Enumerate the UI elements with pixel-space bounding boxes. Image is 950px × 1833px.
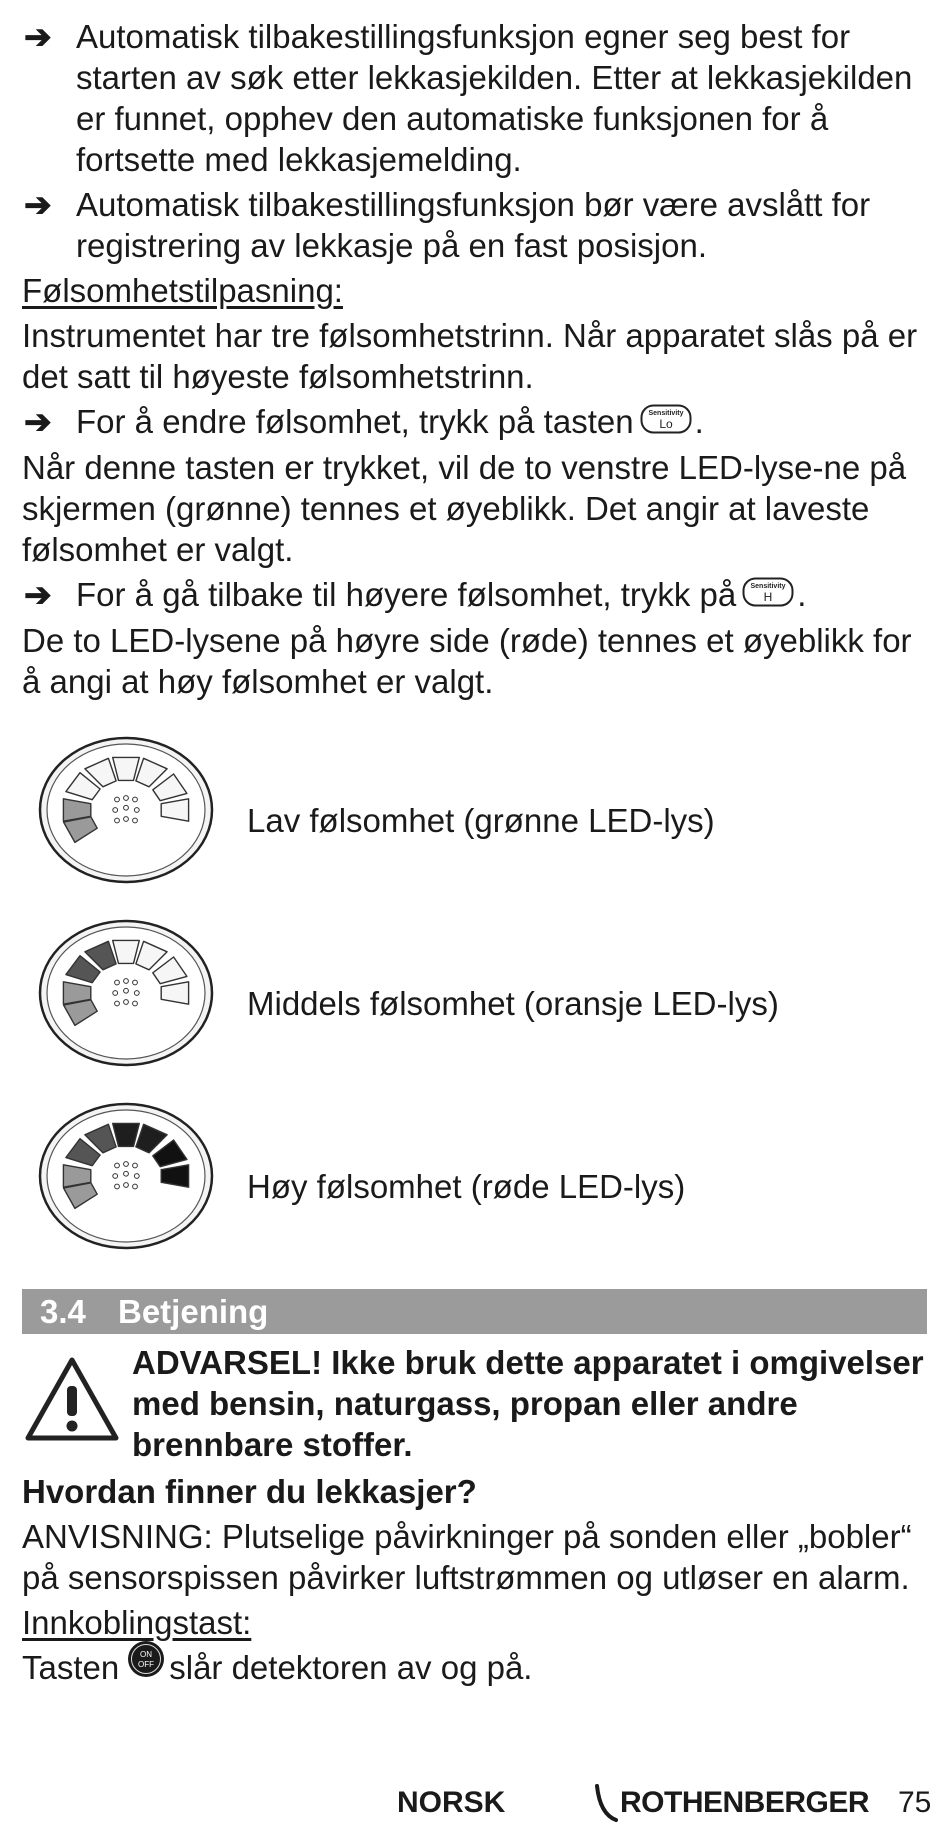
speaker-hole xyxy=(124,978,129,983)
page-number: 75 xyxy=(898,1786,932,1819)
speaker-hole xyxy=(115,1001,120,1006)
footer-language: NORSK xyxy=(397,1786,506,1819)
hi-description: De to LED-lysene på høyre side (røde) tennes et øyeblikk for å angi at høy følsomhet er valgt. xyxy=(22,621,912,700)
bullet-auto-reset-search: ➔ Automatisk tilbakestillingsfunksjon egner seg best for starten av søk etter lekkasjekilden. Etter at lekkasjekilden er funnet, opphev den automatiske funksjonen for å fortsette med lekkasjemelding. xyxy=(24,18,913,178)
led-dial-low-icon xyxy=(34,730,224,890)
speaker-hole xyxy=(124,988,129,993)
level-high-label: Høy følsomhet (røde LED-lys) xyxy=(247,1167,686,1205)
speaker-hole xyxy=(113,807,118,812)
speaker-hole xyxy=(133,980,138,985)
warning-triangle-icon xyxy=(22,1354,122,1444)
speaker-hole xyxy=(124,1182,129,1187)
speaker-hole xyxy=(133,818,138,823)
footer-brand: ROTHENBERGER xyxy=(620,1786,870,1819)
key-main-label: H xyxy=(763,589,773,604)
arrow-icon: ➔ xyxy=(24,403,52,440)
speaker-hole xyxy=(133,1001,138,1006)
speaker-hole xyxy=(115,818,120,823)
speaker-hole xyxy=(124,999,129,1004)
howto-note: ANVISNING: Plutselige påvirkninger på sonden eller „bobler“ på sensorspissen påvirker luftstrømmen og utløser en alarm. xyxy=(22,1517,912,1596)
sensitivity-lo-key-icon xyxy=(640,402,692,443)
level-low xyxy=(22,730,927,913)
speaker-hole xyxy=(124,795,129,800)
howto-heading: Hvordan finner du lekkasjer? xyxy=(22,1472,477,1510)
speaker-hole xyxy=(124,805,129,810)
speaker-hole xyxy=(124,1161,129,1166)
sensitivity-levels xyxy=(22,730,927,1279)
led-dial-high-icon xyxy=(34,1096,224,1256)
speaker-hole xyxy=(115,980,120,985)
speaker-hole xyxy=(124,816,129,821)
sensitivity-hi-key-icon xyxy=(742,575,794,616)
key-top-label: Sensitivity xyxy=(750,582,786,590)
power-key-text: Tasten ON OFF slår detektoren av og på. xyxy=(22,1647,927,1688)
key-top-label: Sensitivity xyxy=(648,409,684,417)
key-main-label: Lo xyxy=(658,416,673,431)
arrow-icon: ➔ xyxy=(24,575,52,613)
speaker-hole xyxy=(115,1184,120,1189)
speaker-hole xyxy=(113,990,118,995)
section-heading xyxy=(22,1289,927,1334)
arrow-icon: ➔ xyxy=(24,18,52,55)
speaker-hole xyxy=(133,1163,138,1168)
level-medium xyxy=(22,913,927,1096)
power-onoff-key-icon xyxy=(127,1640,165,1687)
speaker-hole xyxy=(133,797,138,802)
step-lo: ➔ For å endre følsomhet, trykk på tasten Sensitivity Lo . xyxy=(22,401,927,443)
warning-block xyxy=(22,1342,927,1465)
step-hi: ➔ For å gå tilbake til høyere følsomhet, trykk på Sensitivity H . xyxy=(22,574,927,616)
bullet-auto-reset-fixed: ➔ Automatisk tilbakestillingsfunksjon bør være avslått for registrering av lekkasje på en fast posisjon. xyxy=(24,186,871,264)
lo-description: Når denne tasten er trykket, vil de to venstre LED-lyse-ne på skjermen (grønne) tennes et øyeblikk. Det angir at laveste følsomhet er valgt. xyxy=(22,448,907,568)
arrow-icon: ➔ xyxy=(24,186,52,223)
brand-logo-hook-icon xyxy=(594,1784,618,1824)
page-footer xyxy=(0,1784,950,1824)
level-high xyxy=(22,1096,927,1279)
level-low-label: Lav følsomhet (grønne LED-lys) xyxy=(247,801,715,839)
speaker-hole xyxy=(115,1163,120,1168)
warning-text: ADVARSEL! Ikke bruk dette apparatet i omgivelser med bensin, naturgass, propan eller andre brennbare stoffer. xyxy=(132,1343,924,1463)
manual-page xyxy=(22,16,927,1688)
level-medium-label: Middels følsomhet (oransje LED-lys) xyxy=(247,984,779,1022)
section-title: Betjening xyxy=(118,1292,269,1330)
speaker-hole xyxy=(113,1173,118,1178)
speaker-hole xyxy=(133,1184,138,1189)
speaker-hole xyxy=(134,990,139,995)
speaker-hole xyxy=(134,807,139,812)
sensitivity-intro: Instrumentet har tre følsomhetstrinn. Når apparatet slås på er det satt til høyeste følsomhetstrinn. xyxy=(22,317,918,395)
led-dial-medium-icon xyxy=(34,913,224,1073)
power-key-on-label: ON xyxy=(140,1650,153,1660)
power-key-heading: Innkoblingstast: xyxy=(22,1603,252,1641)
sensitivity-heading: Følsomhetstilpasning: xyxy=(22,272,343,309)
speaker-hole xyxy=(134,1173,139,1178)
power-key-off-label: OFF xyxy=(138,1660,155,1670)
speaker-hole xyxy=(124,1171,129,1176)
speaker-hole xyxy=(115,797,120,802)
section-number: 3.4 xyxy=(40,1292,86,1330)
